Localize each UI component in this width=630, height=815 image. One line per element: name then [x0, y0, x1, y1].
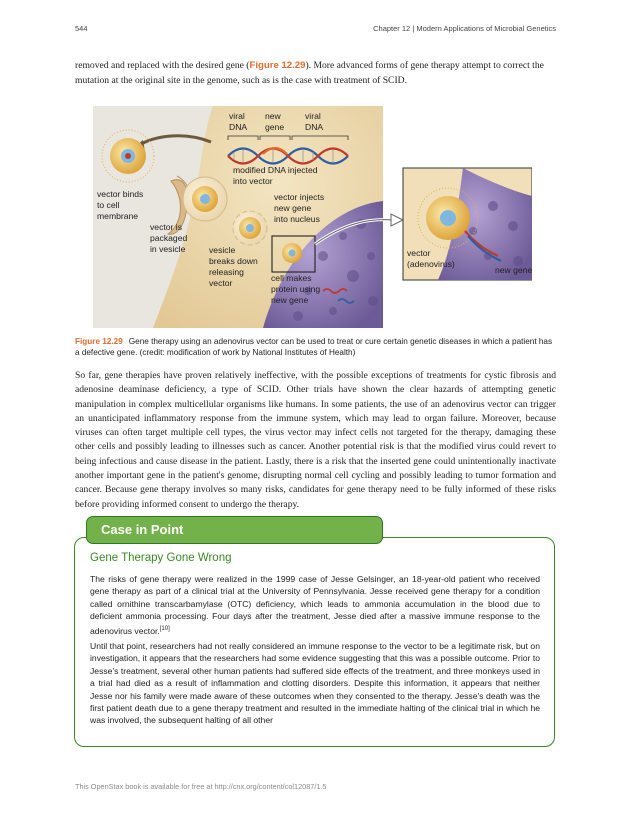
svg-text:protein using: protein using — [271, 284, 321, 294]
svg-text:to cell: to cell — [97, 200, 120, 210]
svg-text:new gene: new gene — [274, 203, 312, 213]
citation-link[interactable]: [10] — [159, 625, 170, 632]
case-in-point-tab: Case in Point — [86, 516, 383, 544]
svg-text:DNA: DNA — [229, 122, 248, 132]
label-modified-dna: modified DNA injected — [233, 165, 318, 175]
case-paragraph-2: Until that point, researchers had not really considered an immune response to the vector to be a legitimate risk, but on investigation, it appears that the researchers had some evidence suggesting that this was a possible outcome. Prior to Jesse's treatment, several other human patients had suffered side effects of the treatment, and three monkeys used in a trial had died as a result of inflammation and clotting disorders. Despite this information, it appears that neither Jesse nor his family were made aware of these outcomes when they consented to the therapy. Jesse's death was the first patient death due to a gene therapy treatment and resulted in the immediate halting of the clinical trial in which he was involved, the subsequent halting of all other — [90, 641, 540, 726]
label-new-gene: new — [265, 111, 281, 121]
intro-paragraph — [75, 58, 556, 88]
gene-therapy-figure — [93, 106, 532, 328]
svg-text:(adenovirus): (adenovirus) — [407, 259, 455, 269]
svg-text:packaged: packaged — [150, 233, 188, 243]
vesicle-with-vector — [183, 177, 227, 221]
label-vesicle-breaks: vesicle — [209, 245, 236, 255]
intro-text-after: ). More advanced forms of gene therapy attempt to correct the mutation at the original site in the genome, such as is the case with treatment of SCID. — [75, 60, 544, 86]
label-inset-vector: vector — [407, 248, 431, 258]
case-paragraph-1: The risks of gene therapy were realized in the 1999 case of Jesse Gelsinger, an 18-year-old patient who received gene therapy as part of a clinical trial at the University of Pennsylvania. Jesse received gene therapy for a condition called ornithine transcarbamylase (OTC) deficiency, which leads to ammonia accumulation in the blood due to deficient ammonia processing. Four days after the treatment, Jesse died after a massive immune response to the adenovirus vector.[10] — [90, 574, 540, 636]
caption-figure-number: Figure 12.29 — [75, 337, 123, 346]
svg-text:breaks down: breaks down — [209, 256, 258, 266]
label-vector-injects: vector injects — [274, 192, 325, 202]
label-vector-packaged: vector is — [150, 222, 182, 232]
page-footer: This OpenStax book is available for free at http://cnx.org/content/col12087/1.5 — [75, 782, 327, 791]
intro-text-before: removed and replaced with the desired gene ( — [75, 60, 250, 71]
label-inset-new-gene: new gene — [495, 265, 532, 275]
label-viral-dna-2: viral — [305, 111, 321, 121]
svg-text:DNA: DNA — [305, 122, 324, 132]
svg-text:new gene: new gene — [271, 295, 309, 305]
chapter-header: Chapter 12 | Modern Applications of Microbial Genetics — [373, 24, 556, 33]
body-paragraph: So far, gene therapies have proven relatively ineffective, with the possible exceptions of treatments for cystic fibrosis and adenosine deaminase deficiency, a type of SCID. Other trials have shown the clear hazards of attempting genetic manipulation in complex multicellular organisms like humans. In some patients, the use of an adenovirus vector can trigger an unanticipated inflammatory response from the immune system, which may lead to organ failure. Moreover, because viruses can often target multiple cell types, the virus vector may infect cells not targeted for the therapy, damaging these other cells and possibly leading to illnesses such as cancer. Another potential risk is that the modified virus could revert to being infectious and cause disease in the patient. Lastly, there is a risk that the inserted gene could unintentionally inactivate another important gene in the patient's genome, disrupting normal cell cycling and possibly leading to tumor formation and cancer. Because gene therapy involves so many risks, candidates for gene therapy need to be fully informed of these risks before providing informed consent to undergo the therapy. — [75, 370, 556, 510]
label-cell-makes-protein: cell makes — [271, 273, 312, 283]
svg-text:in vesicle: in vesicle — [150, 244, 186, 254]
svg-text:membrane: membrane — [97, 211, 139, 221]
figure-caption — [75, 336, 556, 358]
svg-text:releasing: releasing — [209, 267, 244, 277]
caption-text: Gene therapy using an adenovirus vector can be used to treat or cure certain genetic diseases in which a patient has a defective gene. (credit: modification of work by National Institutes of Health) — [75, 337, 553, 358]
page-number: 544 — [75, 24, 88, 33]
case-title: Gene Therapy Gone Wrong — [90, 552, 232, 564]
label-viral-dna-1: viral — [229, 111, 245, 121]
svg-text:gene: gene — [265, 122, 285, 132]
svg-text:vector: vector — [209, 278, 233, 288]
gene-therapy-illustration — [93, 106, 532, 328]
vesicle-breaking — [233, 211, 267, 245]
figure-link[interactable]: Figure 12.29 — [249, 60, 306, 71]
label-vector-binds: vector binds — [97, 189, 144, 199]
svg-text:into vector: into vector — [233, 176, 273, 186]
svg-text:into nucleus: into nucleus — [274, 214, 320, 224]
